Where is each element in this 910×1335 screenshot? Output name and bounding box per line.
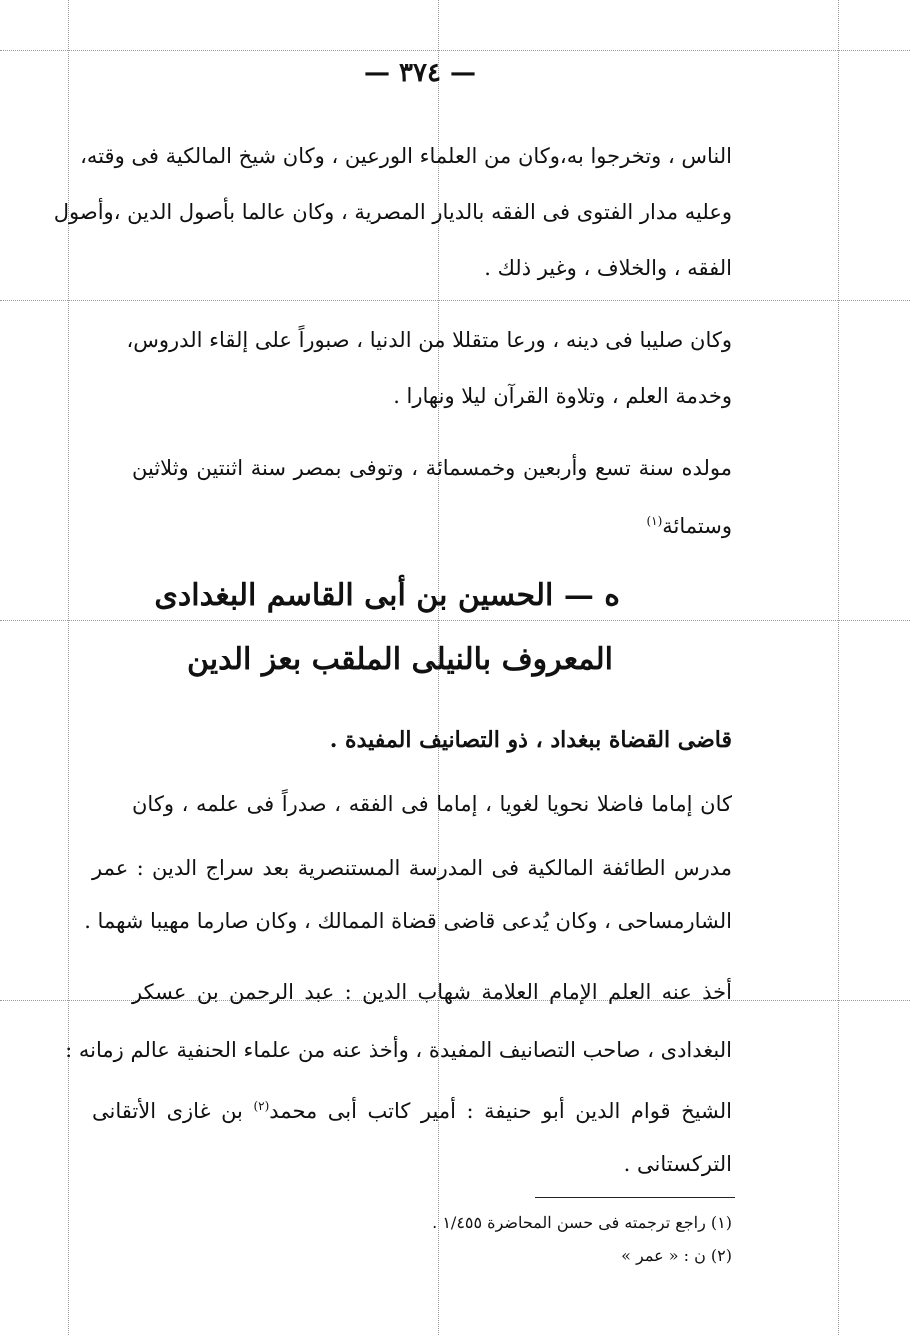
text-line: أخذ عنه العلم الإمام العلامة شهاب الدين : عبد الرحمن بن عسكر	[132, 980, 732, 1004]
footnote-divider	[535, 1197, 735, 1198]
text-line: مدرس الطائفة المالكية فى المدرسة المستنصرية بعد سراج الدين : عمر	[92, 856, 732, 880]
text-line: الشارمساحى ، وكان يُدعى قاضى قضاة الممالك ، وكان صارما مهيبا شهما .	[84, 909, 732, 933]
text-fragment: وستمائة	[662, 514, 732, 538]
entry-subtitle: المعروف بالنيلى الملقب بعز الدين	[186, 642, 614, 677]
text-line: الفقه ، والخلاف ، وغير ذلك .	[484, 256, 732, 280]
text-line: وعليه مدار الفتوى فى الفقه بالديار المصرية ، وكان عالما بأصول الدين ،وأصول	[53, 200, 732, 224]
footnote-ref: (١)	[646, 514, 663, 528]
text-line: مولده سنة تسع وأربعين وخمسمائة ، وتوفى بمصر سنة اثنتين وثلاثين	[132, 456, 732, 480]
text-line	[92, 1090, 732, 1127]
text-fragment: بن غازى الأتقانى	[92, 1099, 254, 1123]
text-line: كان إماما فاضلا نحويا لغويا ، إماما فى الفقه ، صدراً فى علمه ، وكان	[132, 792, 732, 816]
text-line: الناس ، وتخرجوا به،وكان من العلماء الورعين ، وكان شيخ المالكية فى وقته،	[80, 144, 732, 168]
footnote: (١) راجع ترجمته فى حسن المحاضرة ١/٤٥٥ .	[432, 1213, 732, 1232]
text-line: وكان صليبا فى دينه ، ورعا متقللا من الدنيا ، صبوراً على إلقاء الدروس،	[126, 328, 732, 352]
text-fragment: الشيخ قوام الدين أبو حنيفة : أمير كاتب أبى محمد	[269, 1099, 733, 1123]
footnote-ref: (٢)	[253, 1099, 270, 1113]
page-number: — ٣٧٤ —	[363, 58, 477, 88]
text-line: وخدمة العلم ، وتلاوة القرآن ليلا ونهارا .	[393, 384, 732, 408]
text-line: التركستانى .	[623, 1152, 732, 1176]
footnote: (٢) ن : « عمر »	[621, 1246, 732, 1265]
text-line: البغدادى ، صاحب التصانيف المفيدة ، وأخذ عنه من علماء الحنفية عالم زمانه :	[65, 1038, 732, 1062]
entry-intro: قاضى القضاة ببغداد ، ذو التصانيف المفيدة .	[329, 727, 732, 753]
entry-title: ه — الحسين بن أبى القاسم البغدادى	[154, 578, 620, 613]
text-line	[92, 505, 732, 542]
